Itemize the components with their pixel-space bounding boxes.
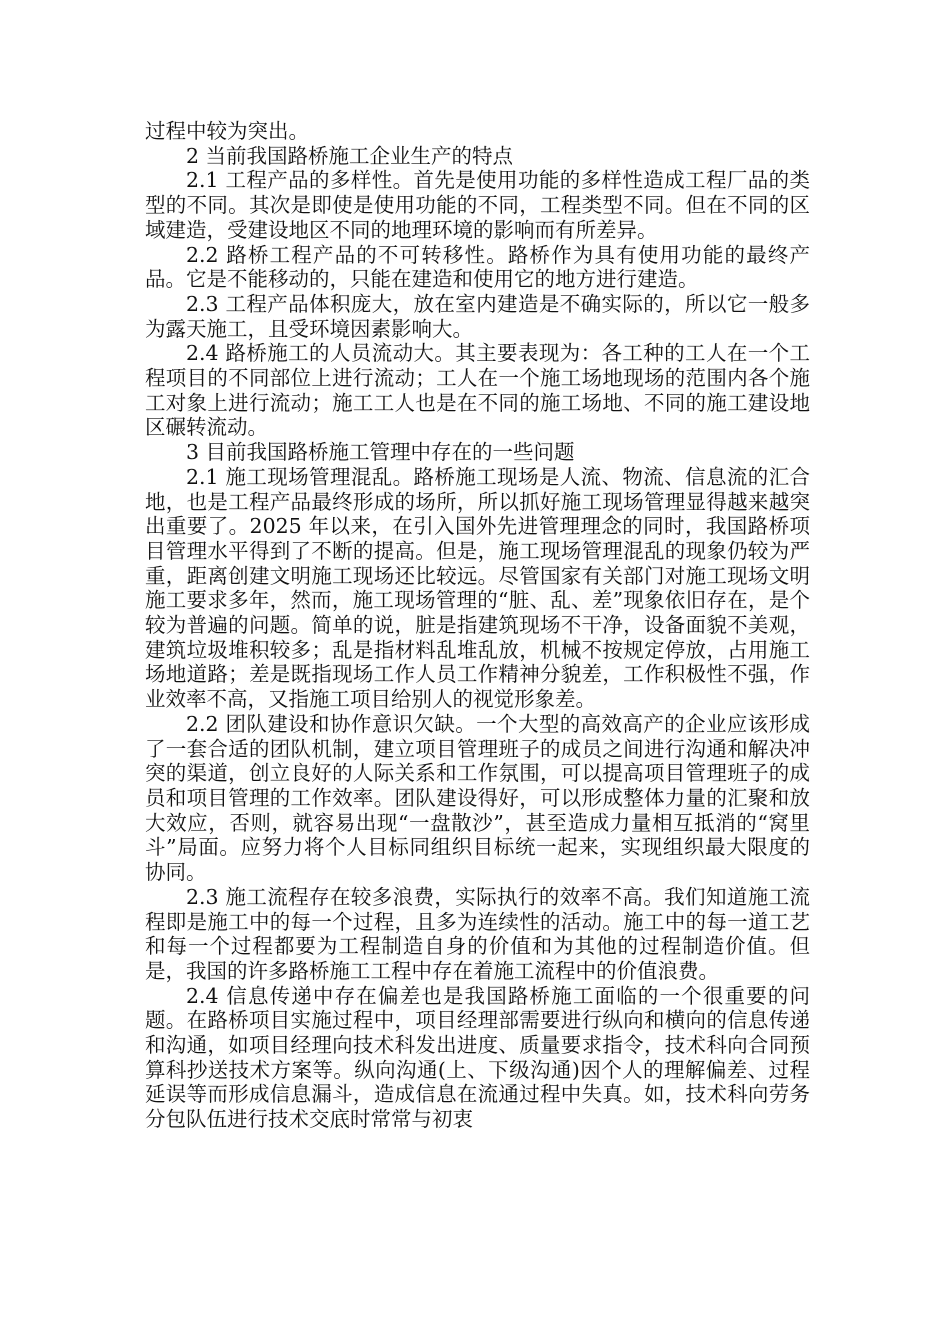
paragraph: 2.4 路桥施工的人员流动大。其主要表现为：各工种的工人在一个工程项目的不同部位上进行流动；工人在一个施工场地现场的范围内各个施工对象上进行流动；施工工人也是在不同的施工场地、不同的施工建设地区碾转流动。 (145, 341, 810, 440)
paragraph: 2.3 工程产品体积庞大，放在室内建造是不确实际的，所以它一般多为露天施工，且受环境因素影响大。 (145, 291, 810, 341)
paragraph: 2.2 路桥工程产品的不可转移性。路桥作为具有使用功能的最终产品。它是不能移动的，只能在建造和使用它的地方进行建造。 (145, 242, 810, 292)
paragraph: 过程中较为突出。 (145, 119, 309, 143)
body-text (145, 119, 810, 1132)
paragraph: 2.1 施工现场管理混乱。路桥施工现场是人流、物流、信息流的汇合地，也是工程产品最终形成的场所，所以抓好施工现场管理显得越来越突出重要了。2025 年以来，在引入国外先进管理理念的同时，我国路桥项目管理水平得到了不断的提高。但是，施工现场管理混乱的现象仍较为严重，距离创建文明施工现场还比较远。尽管国家有关部门对施工现场文明施工要求多年，然而，施工现场管理的“脏、乱、差”现象依旧存在，是个较为普遍的问题。简单的说，脏是指建筑现场不干净，设备面貌不美观，建筑垃圾堆积较多；乱是指材料乱堆乱放，机械不按规定停放，占用施工场地道路；差是既指现场工作人员工作精神分貌差，工作积极性不强，作业效率不高，又指施工项目给别人的视觉形象差。 (145, 464, 810, 712)
paragraph: 2.1 工程产品的多样性。首先是使用功能的多样性造成工程厂品的类型的不同。其次是即使是使用功能的不同，工程类型不同。但在不同的区域建造，受建设地区不同的地理环境的影响而有所差异。 (145, 168, 810, 242)
section-heading: 2 当前我国路桥施工企业生产的特点 (186, 143, 514, 168)
section-heading: 3 目前我国路桥施工管理中存在的一些问题 (186, 440, 575, 465)
paragraph: 2.4 信息传递中存在偏差也是我国路桥施工面临的一个很重要的问题。在路桥项目实施过程中，项目经理部需要进行纵向和横向的信息传递和沟通，如项目经理向技术科发出进度、质量要求指令，技术科向合同预算科抄送技术方案等。纵向沟通(上、下级沟通)因个人的理解偏差、过程延误等而形成信息漏斗，造成信息在流通过程中失真。如，技术科向劳务分包队伍进行技术交底时常常与初衷 (145, 983, 810, 1132)
paragraph: 2.2 团队建设和协作意识欠缺。一个大型的高效高产的企业应该形成了一套合适的团队机制，建立项目管理班子的成员之间进行沟通和解决冲突的渠道，创立良好的人际关系和工作氛围，可以提高项目管理班子的成员和项目管理的工作效率。团队建设得好，可以形成整体力量的汇聚和放大效应，否则，就容易出现“一盘散沙”，甚至造成力量相互抵消的“窝里斗”局面。应努力将个人目标同组织目标统一起来，实现组织最大限度的协同。 (145, 711, 810, 885)
paragraph: 2.3 施工流程存在较多浪费，实际执行的效率不高。我们知道施工流程即是施工中的每一个过程，且多为连续性的活动。施工中的每一道工艺和每一个过程都要为工程制造自身的价值和为其他的过程制造价值。但是，我国的许多路桥施工工程中存在着施工流程中的价值浪费。 (145, 884, 810, 983)
